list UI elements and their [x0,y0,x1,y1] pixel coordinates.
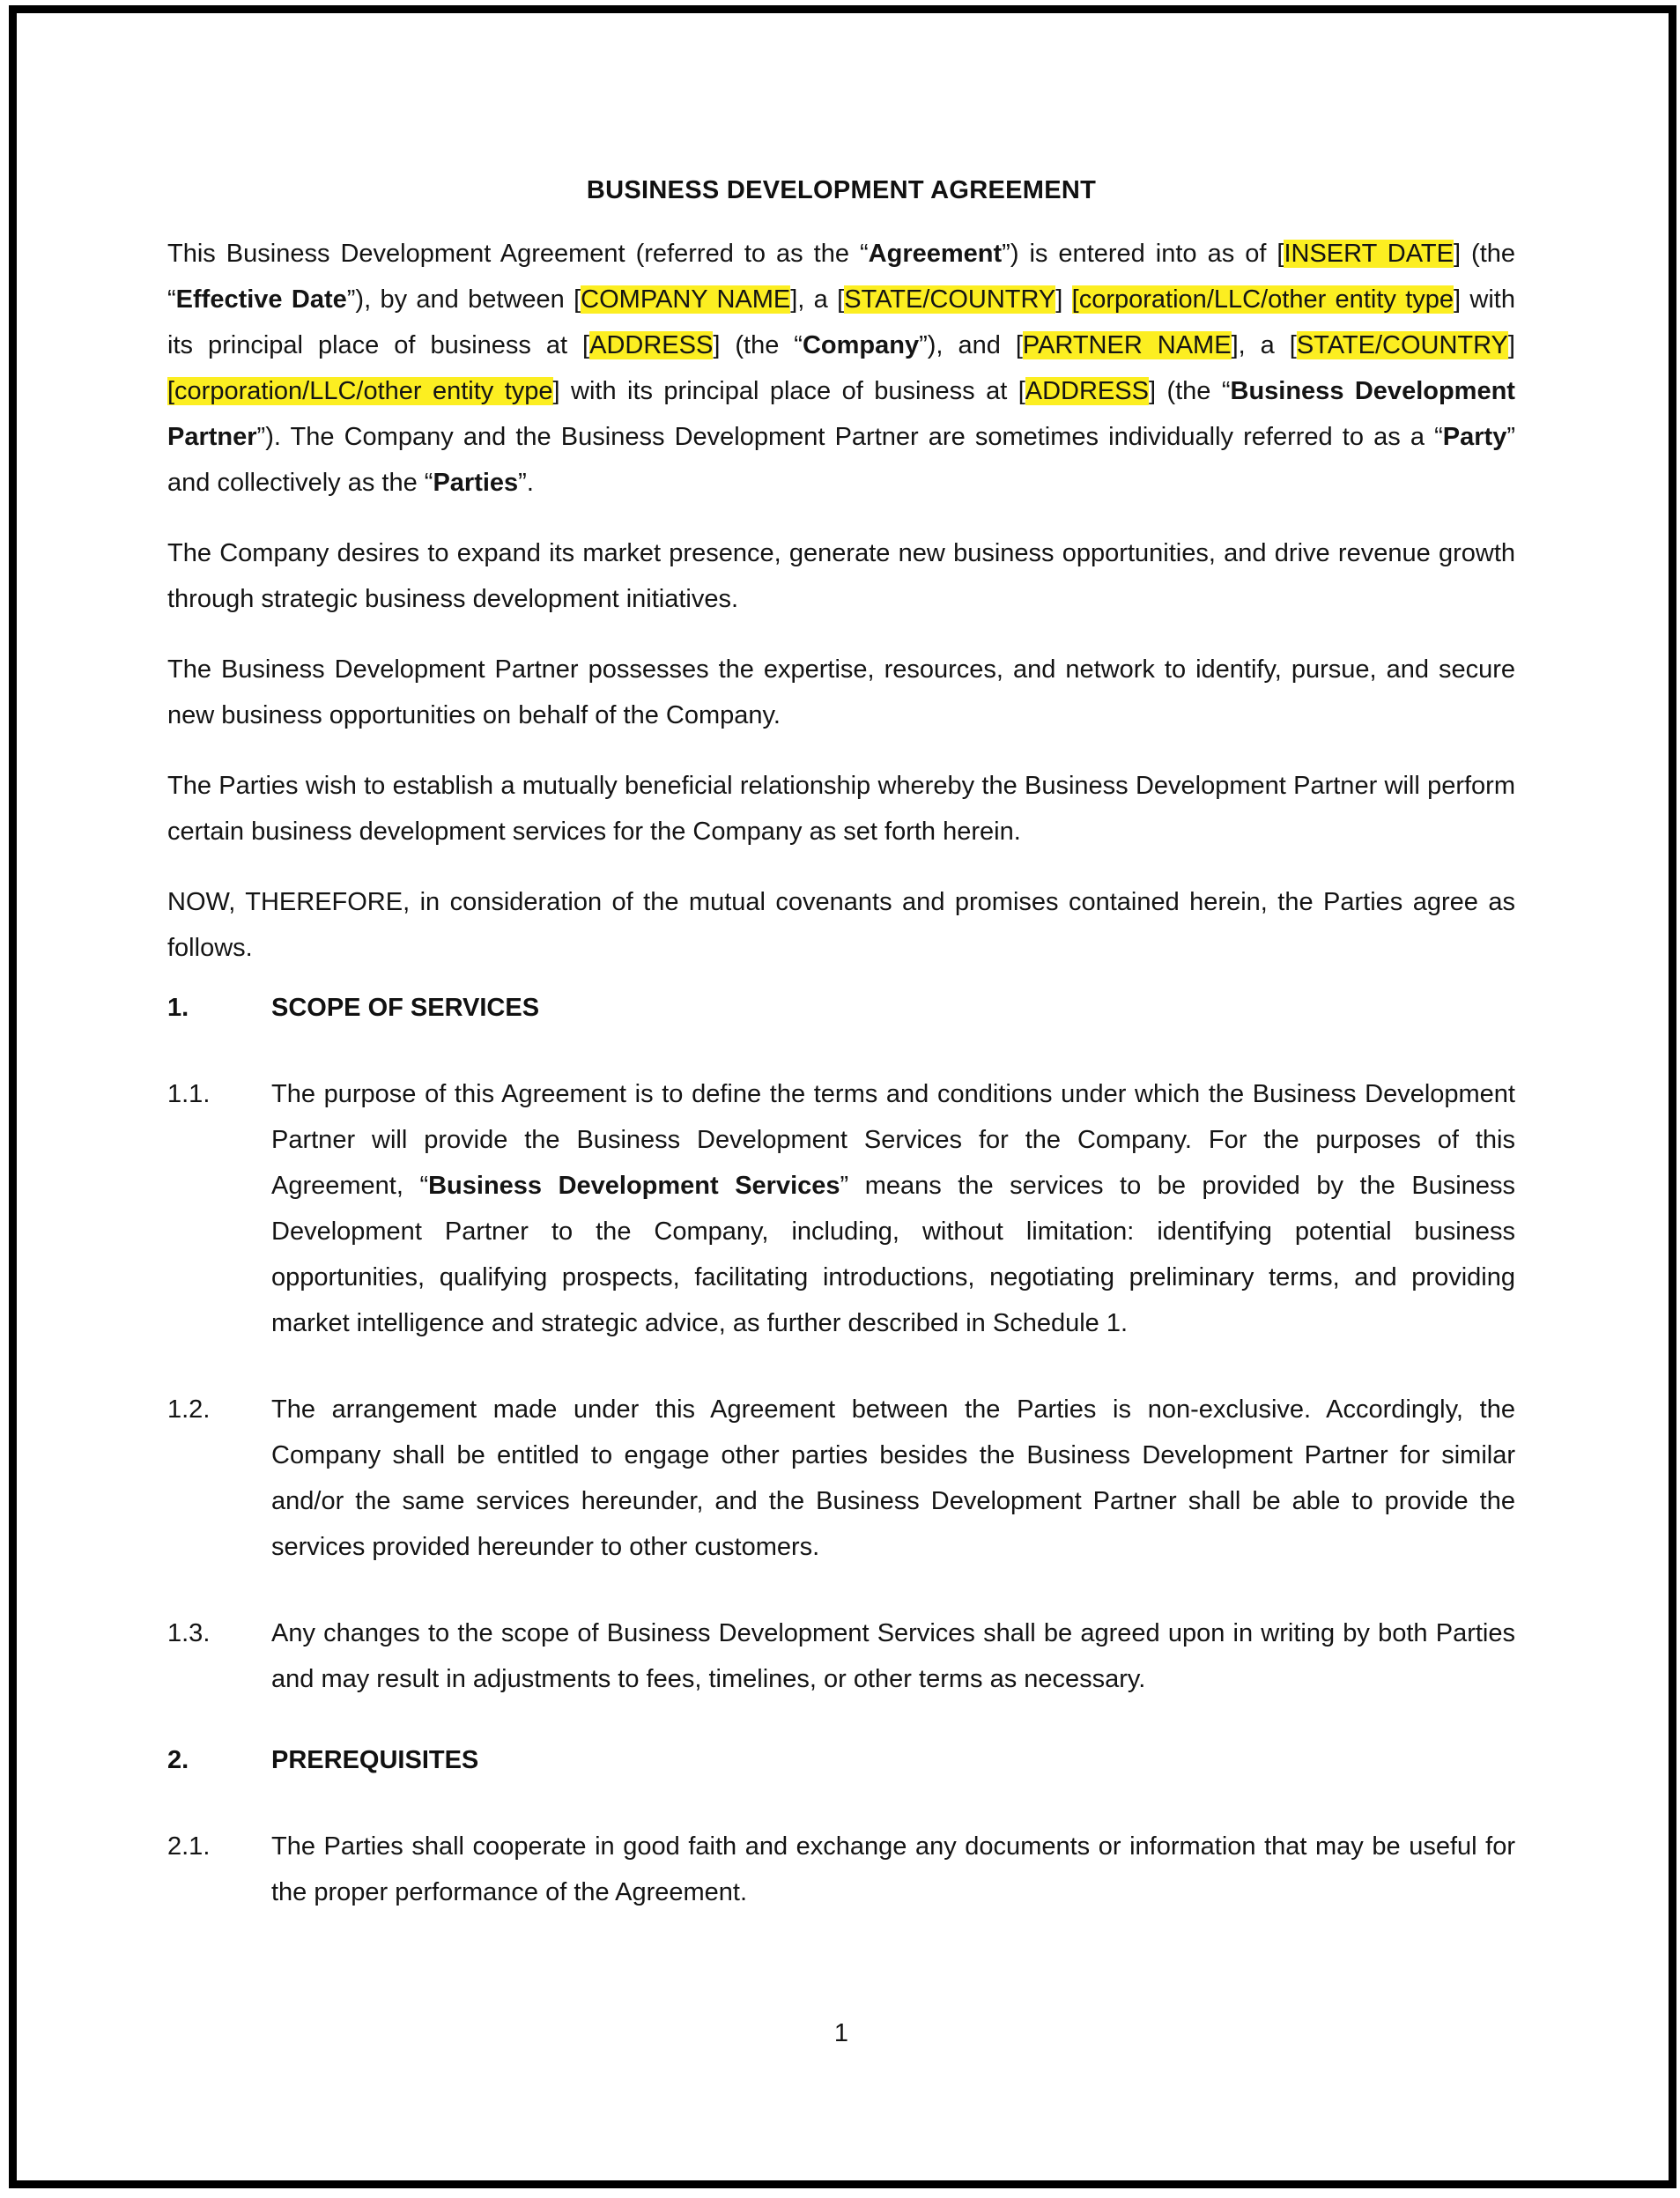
text-run: ] (the “ [167,240,1516,314]
clause-number: 1.2. [167,1395,211,1424]
text-run: This Business Development Agreement (referred to as the “ [167,240,869,268]
document-content [167,0,1515,2056]
bold-text-run: Business Development Partner [167,377,1515,451]
intro-paragraph-1 [167,231,1515,506]
intro-paragraph-4 [167,763,1515,855]
text-run: ], a [ [790,285,845,314]
text-run: ] [1055,285,1072,314]
text-run: The Parties wish to establish a mutually beneficial relationship whereby the Business Development Partner will perform certain business development services for the Company as set forth herein. [167,772,1515,846]
section-heading-prerequisites [167,1737,1515,1783]
clause-1-1 [167,1071,1515,1346]
text-run: ”) is entered into as of [ [1002,240,1284,268]
text-run: The purpose of this Agreement is to define the terms and conditions under which the Business Development Partner will provide the Business Development Services for the Company. For the purposes of this Agreement, “ [271,1080,1515,1200]
clause-number: 2.1. [167,1832,211,1861]
highlighted-placeholder: [corporation/LLC/other entity type [167,377,553,405]
highlighted-placeholder: INSERT DATE [1284,240,1454,268]
text-run: ] with its principal place of business at [ [552,377,1025,405]
document-title: BUSINESS DEVELOPMENT AGREEMENT [586,176,1097,204]
clause-number: 1.3. [167,1619,211,1647]
text-run: ] (the “ [713,331,803,359]
page-number: 1 [833,2019,849,2047]
intro-paragraph-5 [167,879,1515,971]
text-run: ] (the “ [1148,377,1231,405]
clause-text [271,1387,1515,1570]
section-heading-scope-of-services [167,985,1515,1031]
text-run: ] with its principal place of business at [ [167,285,1515,359]
text-run: NOW, THEREFORE, in consideration of the mutual covenants and promises contained herein, the Parties agree as follows. [167,888,1515,962]
bold-text-run: Company [802,331,920,359]
section-number: 1. [167,994,189,1022]
text-run: Any changes to the scope of Business Development Services shall be agreed upon in writing by both Parties and may result in adjustments to fees, timelines, or other terms as necessary. [271,1619,1515,1693]
bold-text-run: Agreement [868,240,1003,268]
highlighted-placeholder: [corporation/LLC/other entity type [1071,285,1454,314]
text-run: ” and collectively as the “ [167,423,1515,497]
clause-2-1 [167,1824,1515,1915]
highlighted-placeholder: ADDRESS [1025,377,1149,405]
text-run: ”). The Company and the Business Development Partner are sometimes individually referred to as a “ [256,423,1443,451]
bold-text-run: Business Development Services [428,1172,840,1200]
highlighted-placeholder: STATE/COUNTRY [844,285,1056,314]
text-run: The arrangement made under this Agreement between the Parties is non-exclusive. Accordingly, the Company shall be entitled to engage other parties besides the Business Development Partner for similar and/or the same services hereunder, and the Business Development Partner shall be able to provide the services provided hereunder to other customers. [271,1395,1515,1561]
clause-number: 1.1. [167,1080,211,1108]
text-run: ”), and [ [919,331,1023,359]
highlighted-placeholder: STATE/COUNTRY [1296,331,1508,359]
bold-text-run: Parties [433,469,519,497]
section-heading-label: PREREQUISITES [271,1746,479,1774]
clause-text [271,1610,1515,1702]
section-number: 2. [167,1746,189,1774]
section-heading-label: SCOPE OF SERVICES [271,994,540,1022]
bold-text-run: Party [1442,423,1507,451]
text-run: ” means the services to be provided by the Business Development Partner to the Company, including, without limitation: identifying potential business opportunities, qualifying prospects, facilitating introductions, negotiating preliminary terms, and providing market intelligence and strategic advice, as further described in Schedule 1. [271,1172,1515,1337]
bold-text-run: Effective Date [175,285,347,314]
clause-1-3 [167,1610,1515,1702]
text-run: The Business Development Partner possesses the expertise, resources, and network to identify, pursue, and secure new business opportunities on behalf of the Company. [167,655,1515,729]
clause-1-2 [167,1387,1515,1570]
intro-paragraph-2 [167,530,1515,622]
text-run: The Parties shall cooperate in good faith and exchange any documents or information that may be useful for the proper performance of the Agreement. [271,1832,1515,1906]
text-run: ”), by and between [ [346,285,581,314]
highlighted-placeholder: COMPANY NAME [581,285,791,314]
text-run: ], a [ [1231,331,1297,359]
clause-text [271,1824,1515,1915]
text-run: ] [1507,331,1515,359]
text-run: ”. [518,469,534,497]
clause-text [271,1071,1515,1346]
highlighted-placeholder: ADDRESS [589,331,714,359]
text-run: The Company desires to expand its market presence, generate new business opportunities, and drive revenue growth through strategic business development initiatives. [167,539,1515,613]
intro-paragraph-3 [167,647,1515,738]
highlighted-placeholder: PARTNER NAME [1022,331,1232,359]
